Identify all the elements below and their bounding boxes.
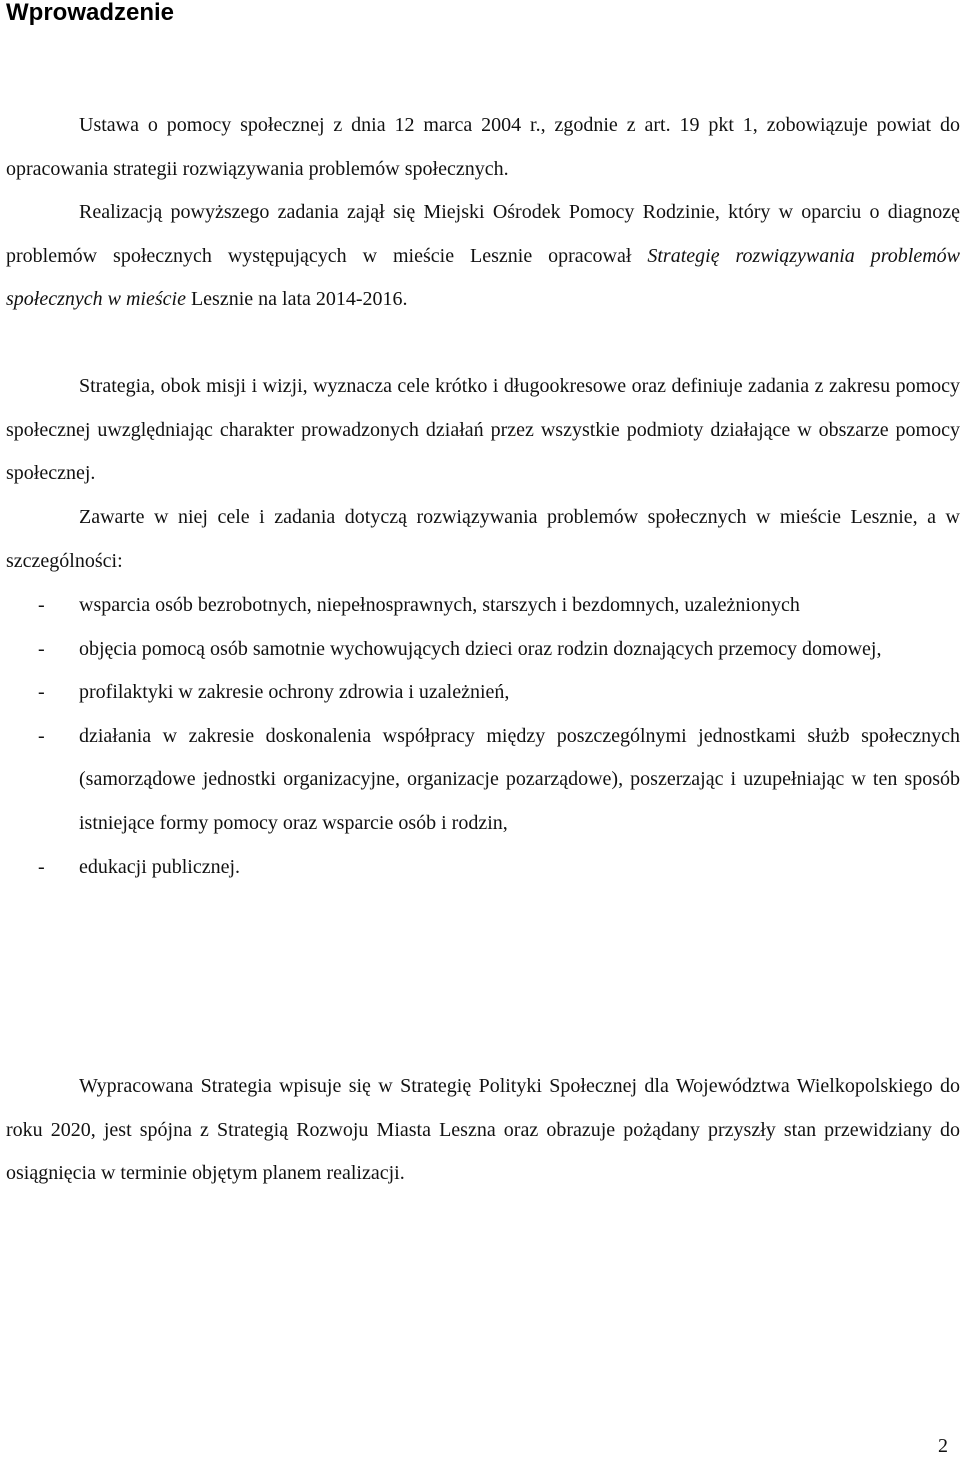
paragraph-text: Strategia, obok misji i wizji, wyznacza cele krótko i długookresowe oraz definiuje zadania z zakresu pomocy społecznej uwzględniając charakter prowadzonych działań przez wszystkie podmioty działające w obszarze pomocy społecznej.	[6, 375, 960, 485]
paragraph-strategy-author	[6, 191, 960, 322]
list-item-text: objęcia pomocą osób samotnie wychowujących dzieci oraz rodzin doznających przemocy domowej,	[79, 637, 882, 660]
list-dash: -	[38, 724, 45, 747]
list-item-text: edukacji publicznej.	[79, 855, 241, 878]
list-item	[6, 584, 960, 628]
paragraph-text: Ustawa o pomocy społecznej z dnia 12 marca 2004 r., zgodnie z art. 19 pkt 1, zobowiązuje powiat do opracowania strategii rozwiązywania problemów społecznych.	[6, 114, 960, 180]
paragraph-text: Zawarte w niej cele i zadania dotyczą rozwiązywania problemów społecznych w mieście Lesznie, a w szczególności:	[6, 506, 960, 572]
list-item	[6, 846, 960, 890]
list-item-text: wsparcia osób bezrobotnych, niepełnosprawnych, starszych i bezdomnych, uzależnionych	[79, 594, 800, 616]
paragraph-legal-basis	[6, 104, 960, 191]
page-number: 2	[938, 1435, 948, 1457]
list-item-text: działania w zakresie doskonalenia współpracy między poszczególnymi jednostkami służb społecznych (samorządowe jednostki organizacyjne, organizacje pozarządowe), poszerzając i uzupełniając w ten sposób istniejące formy pomocy oraz wsparcie osób i rodzin,	[79, 724, 960, 834]
paragraph-text: Wypracowana Strategia wpisuje się w Strategię Polityki Społecznej dla Województwa Wielkopolskiego do roku 2020, jest spójna z Strategią Rozwoju Miasta Leszna oraz obrazuje pożądany przyszły stan przewidziany do osiągnięcia w terminie objętym planem realizacji.	[6, 1075, 960, 1185]
list-dash: -	[38, 681, 45, 704]
goals-list	[6, 584, 960, 889]
list-item-text: profilaktyki w zakresie ochrony zdrowia i uzależnień,	[79, 681, 510, 704]
strategy-title-italic: Strategię rozwiązywania problemów społecznych w mieście	[6, 244, 960, 311]
list-item	[6, 628, 960, 672]
paragraph-text: Realizacją powyższego zadania zajął się Miejski Ośrodek Pomocy Rodzinie, który w oparciu o diagnozę problemów społecznych występujących w mieście Lesznie opracował	[6, 201, 960, 267]
list-dash: -	[38, 855, 45, 878]
paragraph-goals-intro	[6, 496, 960, 583]
section-heading: Wprowadzenie	[6, 0, 175, 26]
paragraph-strategy-alignment	[6, 1065, 960, 1196]
list-dash: -	[38, 594, 45, 616]
list-item	[6, 671, 960, 715]
paragraph-text: Lesznie na lata 2014-2016.	[185, 288, 408, 311]
list-dash: -	[38, 637, 45, 660]
paragraph-strategy-scope	[6, 365, 960, 496]
list-item	[6, 715, 960, 846]
